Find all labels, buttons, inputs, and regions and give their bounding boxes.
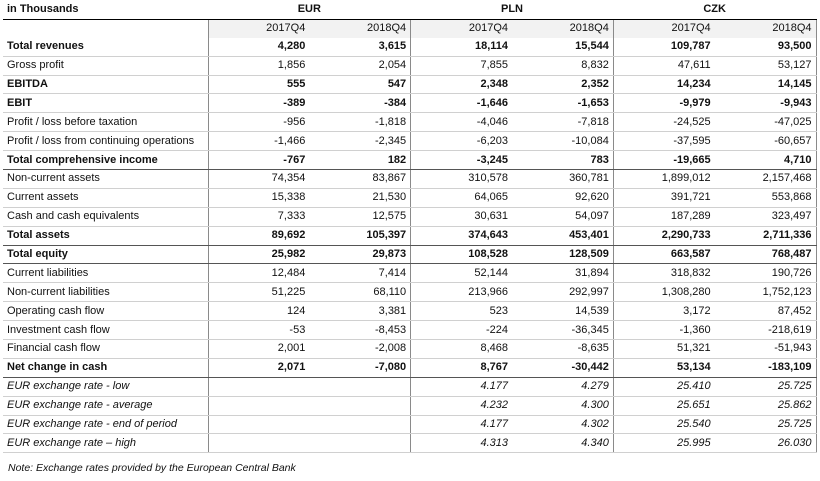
cell-value: 555 xyxy=(208,75,309,94)
cell-value: 4.177 xyxy=(411,415,512,434)
cell-value: 8,767 xyxy=(411,358,512,377)
table-row xyxy=(3,132,816,151)
cell-value: -956 xyxy=(208,113,309,132)
table-row xyxy=(3,188,816,207)
cell-value: 26.030 xyxy=(715,434,816,453)
cell-value: 360,781 xyxy=(512,170,613,189)
row-label: EUR exchange rate - low xyxy=(3,377,208,396)
period-header: 2017Q4 xyxy=(411,19,512,37)
cell-value: 7,333 xyxy=(208,207,309,226)
cell-value: 108,528 xyxy=(411,245,512,264)
table-row xyxy=(3,38,816,56)
cell-value: 4.279 xyxy=(512,377,613,396)
cell-value: 547 xyxy=(309,75,410,94)
cell-value: 18,114 xyxy=(411,38,512,56)
table-row xyxy=(3,75,816,94)
cell-value: 1,752,123 xyxy=(715,283,816,302)
row-label: Total revenues xyxy=(3,38,208,56)
cell-value: 7,414 xyxy=(309,264,410,283)
cell-value: 51,321 xyxy=(613,340,714,359)
cell-value: 783 xyxy=(512,151,613,170)
cell-value: 3,615 xyxy=(309,38,410,56)
cell-value: 663,587 xyxy=(613,245,714,264)
row-label: Total comprehensive income xyxy=(3,151,208,170)
cell-value: 1,856 xyxy=(208,56,309,75)
cell-value: -53 xyxy=(208,321,309,340)
cell-value: -36,345 xyxy=(512,321,613,340)
cell-value: 51,225 xyxy=(208,283,309,302)
row-label: Total assets xyxy=(3,226,208,245)
cell-value: 4.340 xyxy=(512,434,613,453)
table-row xyxy=(3,226,816,245)
period-header-spacer xyxy=(3,19,208,37)
cell-value: -183,109 xyxy=(715,358,816,377)
row-label: Investment cash flow xyxy=(3,321,208,340)
cell-value: 2,071 xyxy=(208,358,309,377)
row-label: Gross profit xyxy=(3,56,208,75)
cell-value: -9,943 xyxy=(715,94,816,113)
cell-value: -1,466 xyxy=(208,132,309,151)
cell-value: -384 xyxy=(309,94,410,113)
cell-value: 89,692 xyxy=(208,226,309,245)
cell-value: 4.313 xyxy=(411,434,512,453)
cell-value: -1,653 xyxy=(512,94,613,113)
cell-value: -10,084 xyxy=(512,132,613,151)
cell-value: -767 xyxy=(208,151,309,170)
row-label: Total equity xyxy=(3,245,208,264)
cell-value: 124 xyxy=(208,302,309,321)
cell-value: 1,899,012 xyxy=(613,170,714,189)
period-header: 2017Q4 xyxy=(613,19,714,37)
cell-value: 31,894 xyxy=(512,264,613,283)
row-label: Current assets xyxy=(3,188,208,207)
cell-value: 190,726 xyxy=(715,264,816,283)
cell-value: 4.232 xyxy=(411,396,512,415)
period-header: 2017Q4 xyxy=(208,19,309,37)
cell-value: 4,280 xyxy=(208,38,309,56)
table-row xyxy=(3,358,816,377)
cell-value: 4,710 xyxy=(715,151,816,170)
cell-value: -2,345 xyxy=(309,132,410,151)
table-row xyxy=(3,151,816,170)
row-label: EUR exchange rate - average xyxy=(3,396,208,415)
cell-value: 47,611 xyxy=(613,56,714,75)
cell-value: 25.540 xyxy=(613,415,714,434)
cell-value: 3,172 xyxy=(613,302,714,321)
cell-value: 25.995 xyxy=(613,434,714,453)
cell-value: 182 xyxy=(309,151,410,170)
row-label: EUR exchange rate – high xyxy=(3,434,208,453)
currency-pln: PLN xyxy=(411,1,614,19)
footnote: Note: Exchange rates provided by the European Central Bank xyxy=(8,462,296,474)
cell-value: 14,234 xyxy=(613,75,714,94)
cell-value: -1,360 xyxy=(613,321,714,340)
currency-header-row xyxy=(3,1,816,19)
table-row xyxy=(3,321,816,340)
table-row xyxy=(3,340,816,359)
cell-value: 2,054 xyxy=(309,56,410,75)
row-label: Current liabilities xyxy=(3,264,208,283)
cell-value: 87,452 xyxy=(715,302,816,321)
table-row xyxy=(3,207,816,226)
cell-value: 53,134 xyxy=(613,358,714,377)
cell-value: -218,619 xyxy=(715,321,816,340)
cell-value: 68,110 xyxy=(309,283,410,302)
row-label: Cash and cash equivalents xyxy=(3,207,208,226)
cell-value: 74,354 xyxy=(208,170,309,189)
table-row xyxy=(3,264,816,283)
cell-value: 2,290,733 xyxy=(613,226,714,245)
cell-value: -2,008 xyxy=(309,340,410,359)
row-label: Profit / loss before taxation xyxy=(3,113,208,132)
cell-value: -51,943 xyxy=(715,340,816,359)
cell-value: 8,832 xyxy=(512,56,613,75)
cell-value: -24,525 xyxy=(613,113,714,132)
cell-value xyxy=(208,377,309,396)
currency-eur: EUR xyxy=(208,1,411,19)
cell-value: 4.177 xyxy=(411,377,512,396)
cell-value: -37,595 xyxy=(613,132,714,151)
cell-value: 318,832 xyxy=(613,264,714,283)
row-label: EUR exchange rate - end of period xyxy=(3,415,208,434)
cell-value: 109,787 xyxy=(613,38,714,56)
cell-value: -1,818 xyxy=(309,113,410,132)
row-label: Non-current liabilities xyxy=(3,283,208,302)
cell-value: 2,157,468 xyxy=(715,170,816,189)
cell-value: 29,873 xyxy=(309,245,410,264)
cell-value: 553,868 xyxy=(715,188,816,207)
cell-value: -224 xyxy=(411,321,512,340)
row-label: EBIT xyxy=(3,94,208,113)
cell-value: 8,468 xyxy=(411,340,512,359)
table-row xyxy=(3,283,816,302)
cell-value: -3,245 xyxy=(411,151,512,170)
cell-value: 12,484 xyxy=(208,264,309,283)
cell-value: 3,381 xyxy=(309,302,410,321)
cell-value: 2,352 xyxy=(512,75,613,94)
cell-value: 4.300 xyxy=(512,396,613,415)
cell-value: 83,867 xyxy=(309,170,410,189)
cell-value: 7,855 xyxy=(411,56,512,75)
cell-value: 523 xyxy=(411,302,512,321)
cell-value xyxy=(208,415,309,434)
cell-value: 25.725 xyxy=(715,377,816,396)
cell-value: 14,145 xyxy=(715,75,816,94)
cell-value: 187,289 xyxy=(613,207,714,226)
cell-value: -4,046 xyxy=(411,113,512,132)
cell-value xyxy=(309,415,410,434)
cell-value: 292,997 xyxy=(512,283,613,302)
cell-value: -8,453 xyxy=(309,321,410,340)
cell-value: -30,442 xyxy=(512,358,613,377)
cell-value: -1,646 xyxy=(411,94,512,113)
period-header: 2018Q4 xyxy=(309,19,410,37)
cell-value: 30,631 xyxy=(411,207,512,226)
row-label: Net change in cash xyxy=(3,358,208,377)
cell-value: 25.651 xyxy=(613,396,714,415)
cell-value: 53,127 xyxy=(715,56,816,75)
cell-value: 213,966 xyxy=(411,283,512,302)
row-label: Profit / loss from continuing operations xyxy=(3,132,208,151)
cell-value: 25.410 xyxy=(613,377,714,396)
cell-value: 768,487 xyxy=(715,245,816,264)
cell-value: -47,025 xyxy=(715,113,816,132)
table-row xyxy=(3,245,816,264)
unit-label: in Thousands xyxy=(3,1,208,19)
cell-value: 14,539 xyxy=(512,302,613,321)
cell-value: 25,982 xyxy=(208,245,309,264)
cell-value: 92,620 xyxy=(512,188,613,207)
cell-value: 12,575 xyxy=(309,207,410,226)
table-row xyxy=(3,434,816,453)
table-row xyxy=(3,113,816,132)
cell-value: 374,643 xyxy=(411,226,512,245)
cell-value: 54,097 xyxy=(512,207,613,226)
cell-value: -389 xyxy=(208,94,309,113)
row-label: Operating cash flow xyxy=(3,302,208,321)
period-header-row xyxy=(3,19,816,37)
period-header: 2018Q4 xyxy=(512,19,613,37)
cell-value xyxy=(309,377,410,396)
cell-value: 391,721 xyxy=(613,188,714,207)
cell-value: 2,711,336 xyxy=(715,226,816,245)
cell-value: 128,509 xyxy=(512,245,613,264)
cell-value: 310,578 xyxy=(411,170,512,189)
cell-value: 21,530 xyxy=(309,188,410,207)
row-label: EBITDA xyxy=(3,75,208,94)
cell-value: -6,203 xyxy=(411,132,512,151)
table-row xyxy=(3,302,816,321)
cell-value: 1,308,280 xyxy=(613,283,714,302)
cell-value: 25.725 xyxy=(715,415,816,434)
cell-value: -8,635 xyxy=(512,340,613,359)
table-row xyxy=(3,377,816,396)
table-row xyxy=(3,94,816,113)
table-row xyxy=(3,396,816,415)
financial-table xyxy=(3,1,817,453)
cell-value: -9,979 xyxy=(613,94,714,113)
period-header: 2018Q4 xyxy=(715,19,816,37)
table-row xyxy=(3,415,816,434)
cell-value: 52,144 xyxy=(411,264,512,283)
cell-value: 105,397 xyxy=(309,226,410,245)
cell-value: 15,544 xyxy=(512,38,613,56)
row-label: Non-current assets xyxy=(3,170,208,189)
cell-value: 4.302 xyxy=(512,415,613,434)
cell-value: 15,338 xyxy=(208,188,309,207)
cell-value: 25.862 xyxy=(715,396,816,415)
cell-value: 323,497 xyxy=(715,207,816,226)
row-label: Financial cash flow xyxy=(3,340,208,359)
cell-value: -19,665 xyxy=(613,151,714,170)
cell-value: 2,348 xyxy=(411,75,512,94)
cell-value: -7,818 xyxy=(512,113,613,132)
table-row xyxy=(3,56,816,75)
table-row xyxy=(3,170,816,189)
cell-value: 2,001 xyxy=(208,340,309,359)
cell-value: -60,657 xyxy=(715,132,816,151)
cell-value xyxy=(309,396,410,415)
cell-value xyxy=(208,434,309,453)
cell-value: -7,080 xyxy=(309,358,410,377)
currency-czk: CZK xyxy=(613,1,816,19)
cell-value: 453,401 xyxy=(512,226,613,245)
cell-value xyxy=(208,396,309,415)
cell-value: 64,065 xyxy=(411,188,512,207)
cell-value: 93,500 xyxy=(715,38,816,56)
cell-value xyxy=(309,434,410,453)
